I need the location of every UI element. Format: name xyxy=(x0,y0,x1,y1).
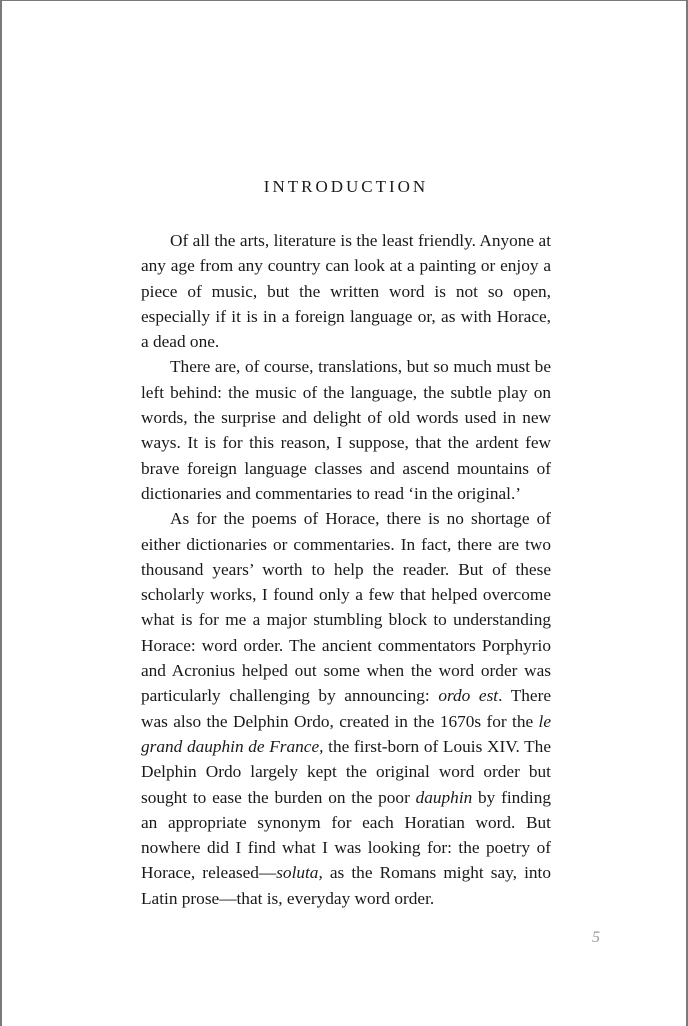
chapter-heading: INTRODUCTION xyxy=(263,177,429,196)
text-run: the first-born of Louis XIV. The Delphin Ordo largely kept the original word order but sought to ease the burden on the poor xyxy=(141,736,551,807)
paragraph xyxy=(141,228,551,354)
italic-text: ordo est xyxy=(438,686,499,706)
text-run: Of all the arts, literature is the least friendly. Anyone at any age from any country can look at a painting or enjoy a piece of music, but the written word is not so open, especially if it is in a foreign language or, as with Horace, a dead one. xyxy=(141,231,551,352)
page-number: 5 xyxy=(592,929,600,946)
italic-text: soluta, xyxy=(276,863,323,883)
text-run: as the Romans might say, into Latin prose—that is, everyday word order. xyxy=(141,863,551,908)
text-run: . There was also the Delphin Ordo, created in the 1670s for the xyxy=(141,686,551,731)
text-run: by finding an appropriate synonym for each Horatian word. But nowhere did I find what I was looking for: the poetry of Horace, released— xyxy=(141,787,552,883)
text-run: As for the poems of Horace, there is no shortage of either dictionaries or commentaries. In fact, there are two thousand years’ worth to help the reader. But of these scholarly works, I found only a few that helped overcome what is for me a major stumbling block to understanding Horace: word order. The ancient commentators Porphyrio and Acronius helped out some when the word order was particularly challenging by announcing: xyxy=(141,509,551,706)
text-run: There are, of course, translations, but so much must be left behind: the music of the language, the subtle play on words, the surprise and delight of old words used in new ways. It is for this reason, I suppose, that the ardent few brave foreign language classes and ascend mountains of dictionaries and commentaries to read ‘in the original.’ xyxy=(141,357,551,503)
body-text xyxy=(141,228,551,911)
paragraph xyxy=(141,354,551,506)
italic-text: dauphin xyxy=(415,787,473,807)
italic-text: le grand dauphin de France, xyxy=(141,711,551,756)
paragraph xyxy=(141,506,551,911)
